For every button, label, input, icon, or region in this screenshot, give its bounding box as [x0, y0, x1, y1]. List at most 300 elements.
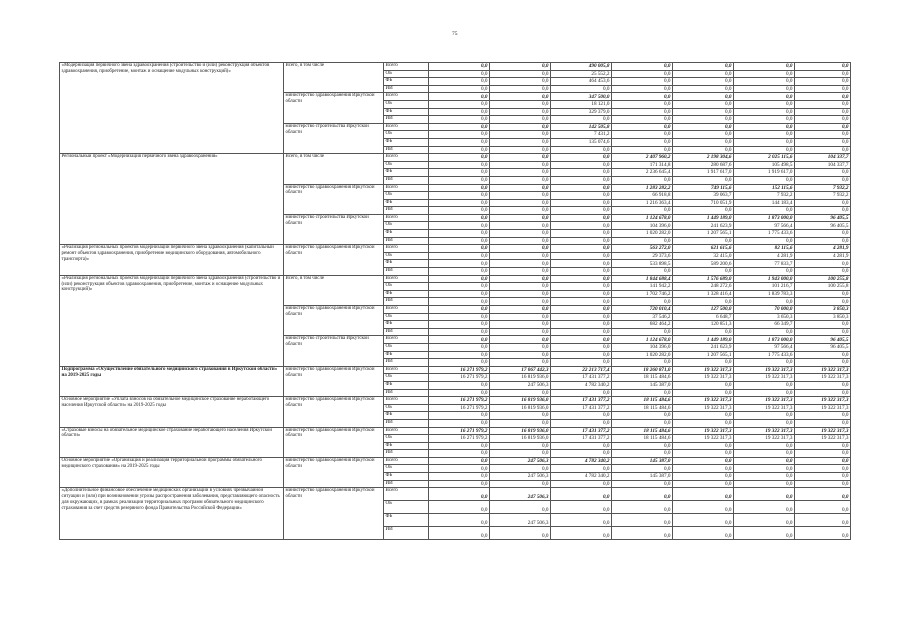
funding-source: ОБ [384, 313, 429, 321]
funding-source: ИИ [384, 419, 429, 427]
amount-cell: 0,0 [673, 78, 734, 86]
funding-source: ОБ [384, 374, 429, 382]
amount-cell: 7 932,2 [795, 184, 851, 192]
funding-source: ОБ [384, 192, 429, 200]
amount-cell: 0,0 [734, 176, 795, 184]
amount-cell: 2 236 645,4 [612, 169, 673, 177]
amount-cell: 0,0 [795, 359, 851, 367]
amount-cell: 0,0 [673, 359, 734, 367]
amount-cell: 18 115 484,6 [612, 374, 673, 382]
amount-cell: 0,0 [551, 321, 612, 329]
amount-cell: 0,0 [734, 85, 795, 93]
amount-cell: 70 000,0 [734, 306, 795, 314]
funding-source: ОБ [384, 161, 429, 169]
funding-source: ФБ [384, 514, 429, 527]
funding-source: Всего [384, 245, 429, 253]
amount-cell: 0,0 [490, 63, 551, 71]
funding-source: ФБ [384, 351, 429, 359]
amount-cell: 0,0 [612, 123, 673, 131]
funding-source: ИИ [384, 480, 429, 488]
amount-cell: 0,0 [612, 359, 673, 367]
amount-cell: 329 379,0 [551, 108, 612, 116]
amount-cell: 0,0 [551, 207, 612, 215]
funding-source: ОБ [384, 252, 429, 260]
amount-cell: 142 505,8 [551, 123, 612, 131]
amount-cell: 0,0 [734, 381, 795, 389]
amount-cell: 19 322 317,3 [734, 374, 795, 382]
responsible-executor: министерство здравоохранения Иркутской области [284, 488, 384, 540]
amount-cell: 0,0 [612, 131, 673, 139]
amount-cell: 0,0 [490, 222, 551, 230]
amount-cell: 0,0 [551, 230, 612, 238]
amount-cell: 490 005,8 [551, 63, 612, 71]
amount-cell: 247 506,3 [490, 457, 551, 465]
amount-cell: 17 431 377,2 [551, 397, 612, 405]
amount-cell: 0,0 [429, 321, 490, 329]
amount-cell: 0,0 [429, 154, 490, 162]
amount-cell: 0,0 [490, 283, 551, 291]
table-row [60, 275, 851, 283]
amount-cell: 0,0 [429, 245, 490, 253]
amount-cell: 0,0 [612, 78, 673, 86]
amount-cell: 0,0 [795, 116, 851, 124]
amount-cell: 19 322 317,3 [673, 397, 734, 405]
funding-source: ИИ [384, 527, 429, 540]
amount-cell: 0,0 [673, 381, 734, 389]
amount-cell: 0,0 [612, 450, 673, 458]
amount-cell: 0,0 [490, 146, 551, 154]
amount-cell: 682 464,2 [612, 321, 673, 329]
amount-cell: 0,0 [734, 527, 795, 540]
amount-cell: 0,0 [795, 514, 851, 527]
amount-cell: 0,0 [429, 328, 490, 336]
amount-cell: 0,0 [490, 192, 551, 200]
funding-source: ИИ [384, 389, 429, 397]
amount-cell: 0,0 [673, 176, 734, 184]
amount-cell: 0,0 [612, 176, 673, 184]
amount-cell: 0,0 [490, 321, 551, 329]
amount-cell: 0,0 [551, 222, 612, 230]
amount-cell: 0,0 [551, 85, 612, 93]
amount-cell: 82 115,6 [734, 245, 795, 253]
amount-cell: 0,0 [551, 359, 612, 367]
amount-cell: 0,0 [490, 343, 551, 351]
amount-cell: 19 322 317,3 [795, 435, 851, 443]
amount-cell: 0,0 [429, 450, 490, 458]
amount-cell: 0,0 [551, 306, 612, 314]
amount-cell: 4 281,9 [795, 252, 851, 260]
amount-cell: 0,0 [490, 268, 551, 276]
amount-cell: 0,0 [551, 488, 612, 501]
amount-cell: 0,0 [795, 70, 851, 78]
amount-cell: 0,0 [490, 260, 551, 268]
amount-cell: 104 337,7 [795, 161, 851, 169]
funding-source: ФБ [384, 169, 429, 177]
amount-cell: 0,0 [734, 328, 795, 336]
table-row [60, 245, 851, 253]
amount-cell: 0,0 [673, 328, 734, 336]
amount-cell: 0,0 [429, 442, 490, 450]
amount-cell: 18 121,0 [551, 100, 612, 108]
amount-cell: 0,0 [429, 268, 490, 276]
amount-cell: 7 431,2 [551, 131, 612, 139]
amount-cell: 1 328 416,4 [673, 290, 734, 298]
amount-cell: 0,0 [490, 450, 551, 458]
amount-cell: 0,0 [429, 473, 490, 481]
amount-cell: 0,0 [795, 131, 851, 139]
funding-source: ОБ [384, 465, 429, 473]
amount-cell: 0,0 [490, 154, 551, 162]
amount-cell: 0,0 [795, 389, 851, 397]
amount-cell: 0,0 [429, 192, 490, 200]
table-row [60, 366, 851, 374]
amount-cell: 0,0 [734, 450, 795, 458]
amount-cell: 0,0 [429, 514, 490, 527]
amount-cell: 0,0 [490, 245, 551, 253]
funding-source: Всего [384, 306, 429, 314]
amount-cell: 3 850,3 [795, 313, 851, 321]
amount-cell: 18 115 484,6 [612, 404, 673, 412]
amount-cell: 2 198 304,6 [673, 154, 734, 162]
amount-cell: 0,0 [429, 359, 490, 367]
funding-source: ИИ [384, 237, 429, 245]
funding-source: ФБ [384, 199, 429, 207]
amount-cell: 4 281,9 [734, 252, 795, 260]
amount-cell: 0,0 [795, 138, 851, 146]
amount-cell: 0,0 [795, 169, 851, 177]
amount-cell: 0,0 [551, 343, 612, 351]
amount-cell: 0,0 [673, 480, 734, 488]
amount-cell: 16 271 979,2 [429, 427, 490, 435]
amount-cell: 0,0 [795, 63, 851, 71]
amount-cell: 0,0 [734, 70, 795, 78]
amount-cell: 0,0 [551, 252, 612, 260]
amount-cell: 0,0 [734, 465, 795, 473]
row-description: Региональный проект «Модернизация первичного звена здравоохранения» [60, 154, 284, 245]
amount-cell: 145 387,0 [612, 381, 673, 389]
amount-cell: 0,0 [490, 85, 551, 93]
amount-cell: 0,0 [429, 343, 490, 351]
amount-cell: 533 898,5 [612, 260, 673, 268]
amount-cell: 0,0 [795, 237, 851, 245]
amount-cell: 3 650,3 [734, 313, 795, 321]
amount-cell: 710 051,9 [673, 199, 734, 207]
amount-cell: 0,0 [490, 275, 551, 283]
amount-cell: 0,0 [429, 252, 490, 260]
responsible-executor: министерство здравоохранения Иркутской области [284, 366, 384, 396]
amount-cell: 0,0 [429, 63, 490, 71]
amount-cell: 0,0 [551, 450, 612, 458]
funding-source: ОБ [384, 131, 429, 139]
amount-cell: 0,0 [795, 298, 851, 306]
amount-cell: 0,0 [673, 268, 734, 276]
amount-cell: 0,0 [795, 488, 851, 501]
amount-cell: 0,0 [734, 123, 795, 131]
amount-cell: 0,0 [612, 207, 673, 215]
amount-cell: 0,0 [673, 123, 734, 131]
funding-source: ФБ [384, 230, 429, 238]
amount-cell: 0,0 [551, 146, 612, 154]
amount-cell: 96 405,5 [795, 336, 851, 344]
amount-cell: 18 115 484,6 [612, 427, 673, 435]
amount-cell: 0,0 [490, 70, 551, 78]
amount-cell: 19 322 317,3 [795, 374, 851, 382]
amount-cell: 0,0 [490, 199, 551, 207]
amount-cell: 0,0 [490, 527, 551, 540]
funding-source: Всего [384, 214, 429, 222]
amount-cell: 0,0 [734, 237, 795, 245]
amount-cell: 0,0 [734, 100, 795, 108]
amount-cell: 0,0 [612, 389, 673, 397]
amount-cell: 0,0 [490, 313, 551, 321]
amount-cell: 0,0 [490, 78, 551, 86]
amount-cell: 0,0 [795, 450, 851, 458]
funding-source: ФБ [384, 321, 429, 329]
amount-cell: 0,0 [551, 480, 612, 488]
amount-cell: 0,0 [795, 176, 851, 184]
row-description: «Модернизация первичного звена здравоохранения (строительство и (или) реконструкция объектов здравоохранения, приобретение, монтаж и оснащение модульных конструкций)» [60, 63, 284, 154]
funding-source: ИИ [384, 85, 429, 93]
responsible-executor: министерство здравоохранения Иркутской области [284, 245, 384, 275]
amount-cell: 621 615,6 [673, 245, 734, 253]
amount-cell: 19 322 317,3 [673, 404, 734, 412]
amount-cell: 0,0 [795, 85, 851, 93]
amount-cell: 4 782 340,2 [551, 457, 612, 465]
row-description: Основное мероприятие «Организация и реализация территориальной программы обязательного медицинского страхования» на 2019-2025 годы [60, 457, 284, 487]
amount-cell: 19 322 317,3 [734, 427, 795, 435]
amount-cell: 0,0 [673, 108, 734, 116]
amount-cell: 0,0 [490, 161, 551, 169]
amount-cell: 0,0 [429, 184, 490, 192]
amount-cell: 0,0 [551, 199, 612, 207]
amount-cell: 0,0 [490, 123, 551, 131]
amount-cell: 0,0 [429, 298, 490, 306]
amount-cell: 0,0 [551, 283, 612, 291]
amount-cell: 0,0 [551, 465, 612, 473]
amount-cell: 145 387,0 [612, 457, 673, 465]
amount-cell: 100 255,8 [795, 283, 851, 291]
amount-cell: 0,0 [673, 442, 734, 450]
amount-cell: 104 396,0 [612, 343, 673, 351]
funding-source: Всего [384, 123, 429, 131]
amount-cell: 0,0 [612, 146, 673, 154]
amount-cell: 0,0 [673, 237, 734, 245]
amount-cell: 4 782 340,2 [551, 381, 612, 389]
amount-cell: 0,0 [734, 457, 795, 465]
amount-cell: 96 405,5 [795, 343, 851, 351]
amount-cell: 0,0 [429, 123, 490, 131]
amount-cell: 0,0 [795, 465, 851, 473]
amount-cell: 0,0 [490, 100, 551, 108]
responsible-executor: министерство здравоохранения Иркутской области [284, 93, 384, 123]
funding-source: ФБ [384, 108, 429, 116]
funding-source: ФБ [384, 260, 429, 268]
amount-cell: 0,0 [612, 70, 673, 78]
amount-cell: 0,0 [551, 169, 612, 177]
amount-cell: 127 500,0 [673, 306, 734, 314]
amount-cell: 0,0 [490, 207, 551, 215]
amount-cell: 0,0 [795, 321, 851, 329]
funding-source: ИИ [384, 450, 429, 458]
amount-cell: 0,0 [429, 381, 490, 389]
amount-cell: 97 566,4 [734, 222, 795, 230]
amount-cell: 145 387,0 [612, 473, 673, 481]
funding-source: Всего [384, 184, 429, 192]
amount-cell: 0,0 [673, 527, 734, 540]
responsible-executor: Всего, в том числе [284, 63, 384, 93]
amount-cell: 0,0 [551, 501, 612, 514]
amount-cell: 16 819 936,0 [490, 397, 551, 405]
amount-cell: 0,0 [734, 473, 795, 481]
amount-cell: 0,0 [551, 184, 612, 192]
amount-cell: 0,0 [429, 146, 490, 154]
amount-cell: 0,0 [551, 419, 612, 427]
funding-source: ИИ [384, 268, 429, 276]
amount-cell: 0,0 [429, 260, 490, 268]
amount-cell: 0,0 [734, 131, 795, 139]
amount-cell: 0,0 [490, 306, 551, 314]
amount-cell: 4 281,9 [795, 245, 851, 253]
funding-source: ОБ [384, 100, 429, 108]
amount-cell: 37 546,2 [612, 313, 673, 321]
amount-cell: 0,0 [429, 222, 490, 230]
amount-cell: 0,0 [673, 419, 734, 427]
amount-cell: 0,0 [490, 230, 551, 238]
amount-cell: 0,0 [734, 116, 795, 124]
amount-cell: 0,0 [612, 93, 673, 101]
amount-cell: 19 322 317,3 [734, 435, 795, 443]
amount-cell: 0,0 [734, 501, 795, 514]
amount-cell: 0,0 [429, 93, 490, 101]
amount-cell: 96 405,5 [795, 214, 851, 222]
amount-cell: 19 322 317,3 [795, 366, 851, 374]
amount-cell: 171 314,8 [612, 161, 673, 169]
amount-cell: 19 322 317,3 [673, 374, 734, 382]
amount-cell: 1 775 433,6 [734, 230, 795, 238]
amount-cell: 16 819 936,0 [490, 435, 551, 443]
amount-cell: 0,0 [429, 78, 490, 86]
amount-cell: 0,0 [795, 268, 851, 276]
amount-cell: 2 407 960,2 [612, 154, 673, 162]
amount-cell: 16 271 979,2 [429, 404, 490, 412]
amount-cell: 0,0 [551, 328, 612, 336]
amount-cell: 0,0 [795, 480, 851, 488]
amount-cell: 0,0 [429, 161, 490, 169]
responsible-executor: министерство строительства Иркутской области [284, 336, 384, 366]
funding-source: ФБ [384, 412, 429, 420]
amount-cell: 247 506,3 [490, 473, 551, 481]
amount-cell: 29 373,6 [612, 252, 673, 260]
amount-cell: 22 213 717,4 [551, 366, 612, 374]
funding-source: ФБ [384, 381, 429, 389]
budget-table [59, 62, 851, 540]
amount-cell: 0,0 [795, 527, 851, 540]
amount-cell: 280 687,6 [673, 161, 734, 169]
amount-cell: 0,0 [673, 473, 734, 481]
amount-cell: 0,0 [612, 116, 673, 124]
amount-cell: 0,0 [551, 154, 612, 162]
amount-cell: 104 337,7 [795, 154, 851, 162]
amount-cell: 0,0 [795, 457, 851, 465]
amount-cell: 96 405,5 [795, 222, 851, 230]
amount-cell: 0,0 [490, 252, 551, 260]
amount-cell: 0,0 [429, 108, 490, 116]
amount-cell: 0,0 [795, 146, 851, 154]
amount-cell: 0,0 [612, 63, 673, 71]
amount-cell: 0,0 [673, 93, 734, 101]
funding-source: Всего [384, 275, 429, 283]
amount-cell: 66 918,8 [612, 192, 673, 200]
amount-cell: 18 260 871,0 [612, 366, 673, 374]
amount-cell: 0,0 [795, 419, 851, 427]
amount-cell: 0,0 [612, 419, 673, 427]
amount-cell: 152 115,6 [734, 184, 795, 192]
amount-cell: 0,0 [429, 501, 490, 514]
amount-cell: 0,0 [429, 283, 490, 291]
amount-cell: 0,0 [795, 100, 851, 108]
amount-cell: 105 498,5 [734, 161, 795, 169]
amount-cell: 0,0 [490, 465, 551, 473]
amount-cell: 19 322 317,3 [734, 397, 795, 405]
amount-cell: 0,0 [734, 268, 795, 276]
amount-cell: 16 271 979,2 [429, 397, 490, 405]
amount-cell: 1 449 189,0 [673, 214, 734, 222]
amount-cell: 1 124 678,0 [612, 336, 673, 344]
amount-cell: 1 775 433,6 [734, 351, 795, 359]
amount-cell: 0,0 [734, 138, 795, 146]
amount-cell: 347 500,0 [551, 93, 612, 101]
amount-cell: 135 074,6 [551, 138, 612, 146]
funding-source: ИИ [384, 207, 429, 215]
amount-cell: 1 020 282,0 [612, 230, 673, 238]
amount-cell: 0,0 [551, 245, 612, 253]
amount-cell: 0,0 [734, 298, 795, 306]
amount-cell: 0,0 [551, 116, 612, 124]
amount-cell: 0,0 [551, 298, 612, 306]
table-row [60, 488, 851, 501]
amount-cell: 0,0 [673, 207, 734, 215]
amount-cell: 0,0 [490, 351, 551, 359]
table-row [60, 457, 851, 465]
amount-cell: 0,0 [490, 116, 551, 124]
amount-cell: 0,0 [490, 290, 551, 298]
amount-cell: 66 349,7 [734, 321, 795, 329]
amount-cell: 0,0 [734, 108, 795, 116]
amount-cell: 0,0 [612, 501, 673, 514]
amount-cell: 0,0 [429, 480, 490, 488]
amount-cell: 0,0 [551, 260, 612, 268]
amount-cell: 0,0 [673, 131, 734, 139]
amount-cell: 0,0 [490, 480, 551, 488]
amount-cell: 248 272,6 [673, 283, 734, 291]
amount-cell: 6 648,7 [673, 313, 734, 321]
amount-cell: 0,0 [429, 419, 490, 427]
amount-cell: 3 850,3 [795, 306, 851, 314]
amount-cell: 0,0 [429, 412, 490, 420]
amount-cell: 0,0 [734, 93, 795, 101]
amount-cell: 0,0 [795, 328, 851, 336]
amount-cell: 0,0 [612, 465, 673, 473]
funding-source: ОБ [384, 70, 429, 78]
funding-source: ОБ [384, 283, 429, 291]
amount-cell: 16 819 936,0 [490, 404, 551, 412]
amount-cell: 0,0 [612, 237, 673, 245]
amount-cell: 0,0 [551, 389, 612, 397]
amount-cell: 1 873 000,0 [734, 336, 795, 344]
amount-cell: 0,0 [795, 501, 851, 514]
amount-cell: 0,0 [734, 63, 795, 71]
amount-cell: 1 702 746,2 [612, 290, 673, 298]
